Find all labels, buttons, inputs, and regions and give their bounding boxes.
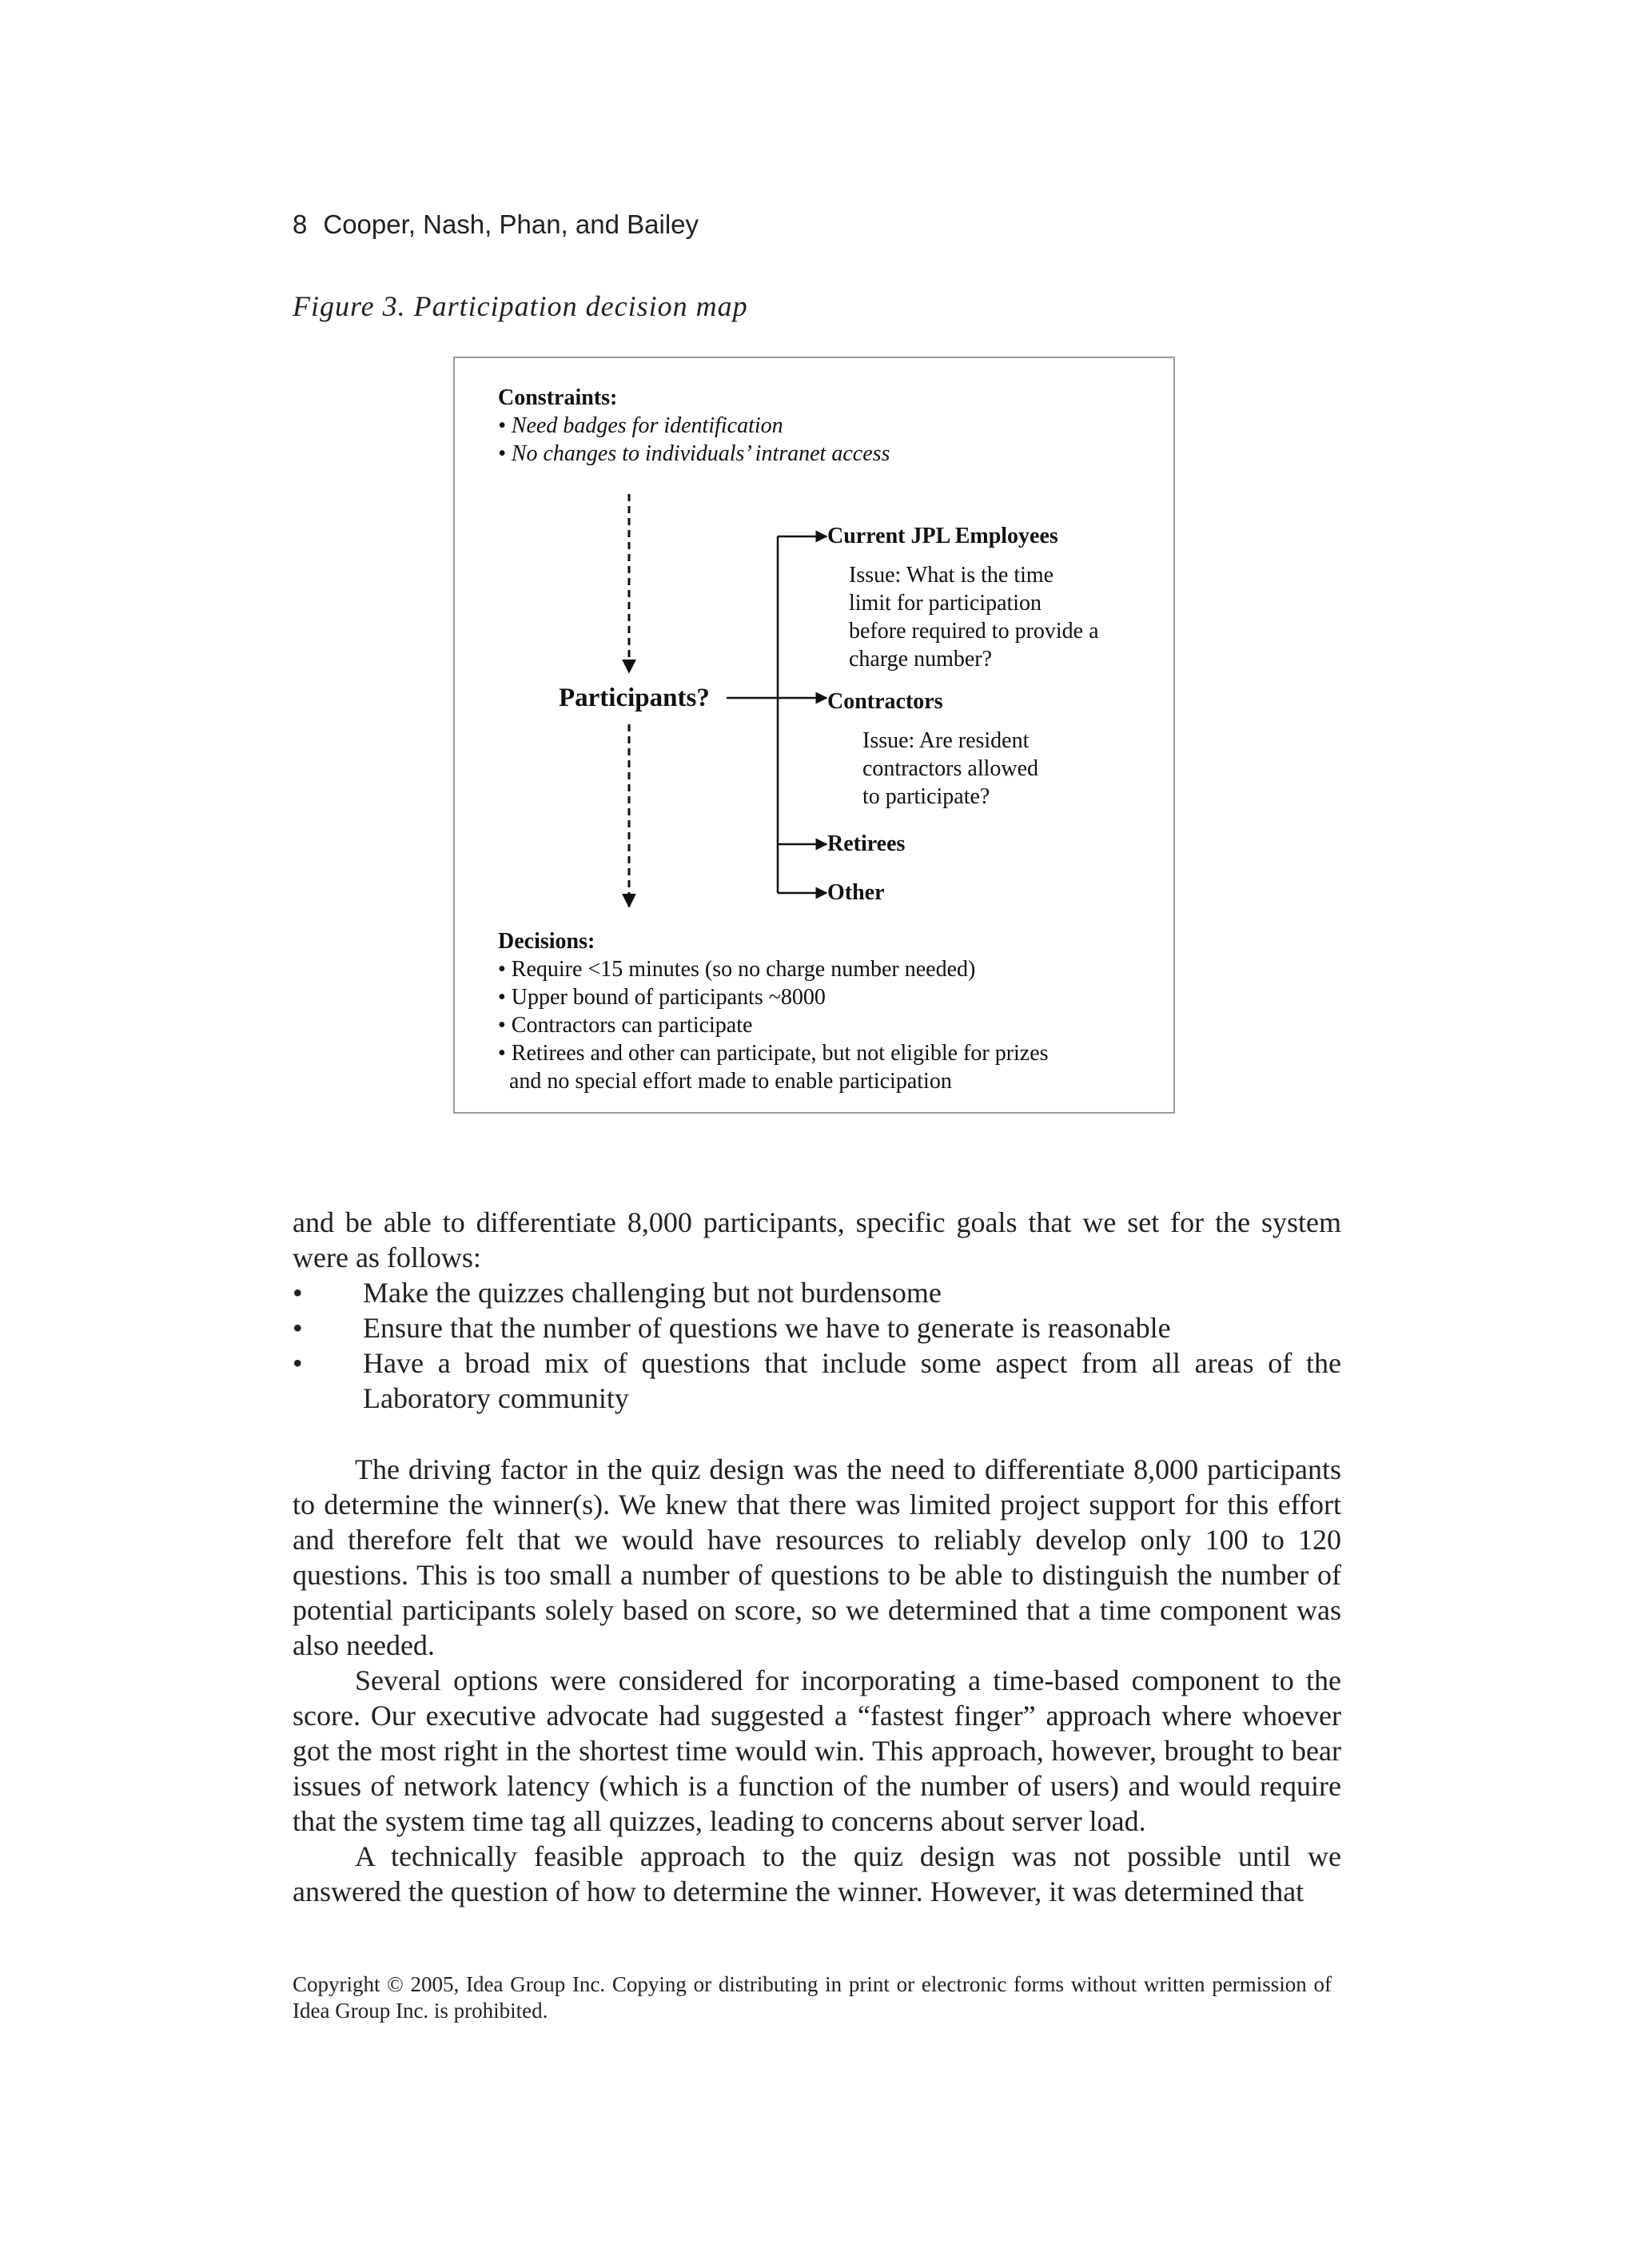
employees-issue-line: charge number? [849, 647, 993, 672]
decision-item: • Retirees and other can participate, but not eligible for prizes [498, 1041, 1049, 1066]
body-paragraph: A technically feasible approach to the quiz design was not possible until we answered the question of how to determine the winner. However, it was determined that [293, 1840, 1341, 1907]
contractors-issue-line: Issue: Are resident [862, 728, 1030, 753]
branch-label-employees: Current JPL Employees [827, 524, 1058, 548]
goal-item [293, 1345, 1341, 1416]
figure-caption: Figure 3. Participation decision map [293, 290, 748, 322]
constraint-item: • Need badges for identification [498, 413, 783, 438]
employees-issue-line: before required to provide a [849, 619, 1099, 644]
constraints-title: Constraints: [498, 385, 618, 410]
goal-text: Make the quizzes challenging but not burdensome [363, 1277, 942, 1309]
branch-label-contractors: Contractors [827, 689, 943, 714]
authors: Cooper, Nash, Phan, and Bailey [323, 209, 699, 239]
bullet-symbol: • [293, 1347, 303, 1379]
body-paragraphs [293, 1452, 1341, 1909]
branch-label-other: Other [827, 880, 885, 905]
page-number: 8 [293, 209, 308, 239]
contractors-issue-line: to participate? [862, 784, 990, 809]
goals-section [293, 1205, 1341, 1416]
intro-paragraph: and be able to differentiate 8,000 participants, specific goals that we set for the system were as follows: [293, 1206, 1341, 1274]
body-paragraph: The driving factor in the quiz design was the need to differentiate 8,000 participants to determine the winner(s). We knew that there was limited project support for this effort and therefore felt that we would have resources to reliably develop only 100 to 120 questions. This is too small a number of questions to be able to distinguish the number of potential participants solely based on score, so we determined that a time component was also needed. [293, 1453, 1341, 1661]
goal-item [293, 1275, 1341, 1310]
employees-issue-line: limit for participation [849, 591, 1042, 616]
goal-item [293, 1310, 1341, 1345]
constraint-item: • No changes to individuals’ intranet access [498, 441, 890, 466]
branch-label-retirees: Retirees [827, 831, 906, 856]
goal-text: Have a broad mix of questions that include some aspect from all areas of the Laboratory community [363, 1347, 1341, 1414]
employees-issue-line: Issue: What is the time [849, 563, 1054, 588]
copyright-notice: Copyright © 2005, Idea Group Inc. Copying or distributing in print or electronic forms without written permission of Idea Group Inc. is prohibited. [293, 1972, 1332, 2023]
decision-item: • Require <15 minutes (so no charge number needed) [498, 957, 976, 982]
decision-item: • Contractors can participate [498, 1013, 753, 1038]
decision-item: • Upper bound of participants ~8000 [498, 985, 826, 1010]
participants-label: Participants? [559, 684, 710, 712]
body-paragraph: Several options were considered for incorporating a time-based component to the score. Our executive advocate had suggested a “fastest finger” approach where whoever got the most right in the shortest time would win. This approach, however, brought to bear issues of network latency (which is a function of the number of users) and would require that the system time tag all quizzes, leading to concerns about server load. [293, 1664, 1341, 1837]
decision-item: and no special effort made to enable participation [498, 1069, 952, 1094]
running-head [293, 209, 699, 240]
decisions-title: Decisions: [498, 929, 595, 954]
bullet-symbol: • [293, 1312, 303, 1344]
bullet-symbol: • [293, 1277, 303, 1309]
contractors-issue-line: contractors allowed [862, 756, 1039, 781]
decision-map-figure [453, 357, 1175, 1114]
goal-text: Ensure that the number of questions we have to generate is reasonable [363, 1312, 1171, 1344]
